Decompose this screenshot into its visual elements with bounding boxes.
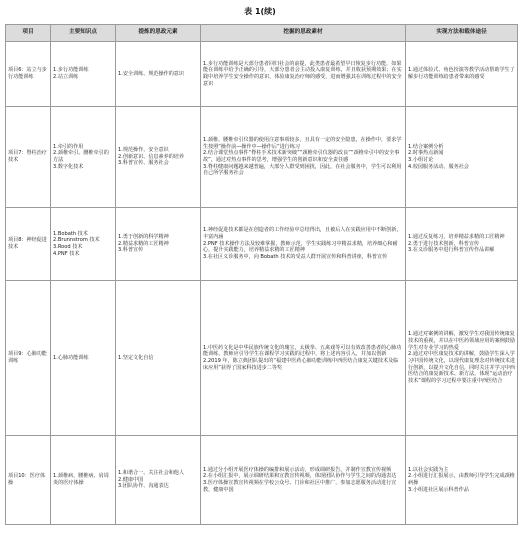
cell-line: 1.神经促进技术都是在创造者的工作经验中总结得出，且被后人在实践应用中不断创新，丰富内涵 [203,227,402,240]
table-body [6,42,518,525]
table-row [6,208,518,281]
cell-methods [406,208,518,281]
cell-line: 2.在小组汇报中，展示调研结果和宣教宣传视频，体现团队协作与学生之间的沟通表达 [203,473,397,480]
cell-line: 1.坚定文化自信 [118,354,154,361]
cell-line: 2.健康中国 [118,476,144,483]
cell-methods [406,107,518,208]
cell-methods [406,42,518,107]
cell-line: 2.颈椎牵引、腰椎牵引的方法 [53,150,109,163]
cell-materials [201,208,406,281]
cell-line: 1.牵引的作用 [53,143,84,150]
cell-methods [406,436,518,525]
cell-knowledge [51,436,116,525]
cell-knowledge [51,107,116,208]
cell-line: 1.Bobath 技术 [53,230,88,237]
cell-elements [116,107,201,208]
cell-line: 3.医疗体操宣教宣传视频在学校公众号、门诊和社区中推广，参加志愿服务活动进行宣教，健康中国 [203,480,397,493]
cell-line: 3.科普宣传 [118,247,144,254]
cell-line: 1.规范操作、安全意识 [118,146,169,153]
table-header-row [6,25,518,42]
cell-line: 1.以社会实践为主 [408,466,449,473]
cell-line: 1.步行功能训练是大部分患者回归社会的前提，此类患者最希望早日恢复步行功能，如果能在训练中给予正确的引导，大部分患者会主动投入康复训练，并且收获预期效果；在实践中培养学生安全操作的意识，体验康复治疗师的感受，进而增强其在训练过程中的安全意识 [203,60,402,87]
cell-line: 3.小组讨论 [408,157,434,163]
column-header-knowledge: 主要知识点 [51,25,116,42]
cell-elements [116,208,201,281]
cell-knowledge [51,208,116,281]
cell-line: 2.勇于进行技术创新，科普宣传 [408,240,480,247]
cell-knowledge [51,42,116,107]
cell-line: 1.颈椎、腰椎牵引仪器的使用注意事项较多，且具有一定的安全隐患，在操作中，要求学生按照“操作前—操作中—操作后”进行练习 [203,136,402,150]
cell-elements [116,42,201,107]
cell-line: 4.校园服务活动、服务社会 [408,163,469,170]
cell-line: 2.2019 年，陈立典团队提出的“福建中医药心肺功能训练中西医结合康复关键技术及临床应用”获得了国家科技进步二等奖 [203,358,399,371]
cell-knowledge [51,281,116,436]
table-row [6,436,518,525]
cell-line: 2.PNF 技术操作方法及较难掌握，教师示范，学生实践练习中精益求精，培养细心和耐心，提升实践能力，培养精益求精的工匠精神 [203,240,398,254]
column-header-materials: 挖掘的思政素材 [201,25,406,42]
cell-line: 3.Rood 技术 [53,244,83,250]
curriculum-table [5,24,518,525]
cell-line: 3.脊柱健康问题越来越普遍，大部分人群受到困扰，因此，在社会服务中，学生可以利用自己所学服务社会 [203,163,402,177]
column-header-project: 项目 [6,25,51,42]
cell-line: 1.通过分小组开展医疗体操的编排和展示活动，形成调研报告，并制作宣教宣传视频 [203,466,392,473]
table-row [6,42,518,107]
cell-line: 1.通过对案例的讲解，激发学生对我国传统康复技术的重视，并以在中医药领域应用的案例鼓励学生对专业学习的热爱 [408,331,515,351]
cell-project: 项目8：神经促进技术 [6,208,51,281]
cell-elements [116,436,201,525]
cell-line: 2.精益求精的工匠精神 [118,240,169,247]
cell-line: 3.科普宣传、服务社会 [118,160,169,167]
cell-line: 1.和谐合一、关注社会和他人 [118,469,184,476]
cell-line: 1.结合案例分析 [408,143,444,150]
cell-line: 1.通过反复练习，培养精益求精的工匠精神 [408,233,505,240]
cell-line: 3.数字化技术 [53,163,84,170]
cell-line: 3.小组进社区展示科普作品 [408,486,469,493]
cell-line: 3.在社区义诊服务中，向 Bobath 技术的受益人群开展宣传和科普讲座，科普宣传 [203,254,388,261]
cell-line: 1.勇于创新的科学精神 [118,233,169,240]
cell-line: 2.创新意识、信息素养的培养 [118,153,184,160]
cell-elements [116,281,201,436]
cell-line: 1.安全训练、规范操作的意识 [118,70,184,77]
cell-line: 1.颈椎病、腰椎病、肩周炎的医疗体操 [53,473,109,486]
table-title: 表 1(续) [244,7,276,16]
cell-line: 2.Brunnstrom 技术 [53,237,100,244]
cell-line: 1.步行功能训练 [53,67,89,74]
cell-methods [406,281,518,436]
column-header-elements: 提炼的思政元素 [116,25,201,42]
cell-project: 项目9：心肺功能训练 [6,281,51,436]
table-row [6,281,518,436]
cell-project: 项目7：脊柱治疗技术 [6,107,51,208]
table-row [6,107,518,208]
cell-line: 2.小组进行汇报展示，由教师引导学生完成颈椎病操 [408,473,515,486]
cell-line: 4.PNF 技术 [53,250,80,257]
cell-line: 3.在义诊服务中进行科普宣传作品讲解 [408,247,495,254]
cell-line: 2.站立训练 [53,74,79,80]
cell-line: 2.通过对中医康复技术的讲解，鼓励学生深入学习中国传统文化，以现代康复理念对传统技术进行创新，以提升文化自信，同时关注并学习中西医结合的康复新技术、新方法，体现“运动治疗技术”课程的学习过程中要注重中西医结合 [408,351,515,385]
cell-line: 2.结合课堂热点事件“脊柱手术技术新突破”“颈椎牵引仪器的改良”“颈椎牵引中的安全事故”，通过对热点事件的思考，增强学生的创新意识和安全责任感 [203,150,400,163]
cell-line: 2.时事热点新闻 [408,150,444,157]
column-header-methods: 实现方法和载体途径 [406,25,518,42]
cell-materials [201,42,406,107]
cell-materials [201,281,406,436]
cell-project: 项目6：站立与步行功能训练 [6,42,51,107]
cell-line: 1.心肺功能训练 [53,354,89,361]
cell-materials [201,436,406,525]
cell-line: 1.通过体验式、角色扮演等教学活动帮助学生了解步行功能训练给患者带来的感受 [408,67,515,80]
cell-project: 项目10：医疗体操 [6,436,51,525]
cell-line: 1.中医药文化是中华民族传统文化的瑰宝，太极拳、五禽戏等可以有效改善患者的心肺功能训练，教师应引导学生在课程学习实践的过程中，将上述内容引入，并加以创新 [203,344,402,358]
cell-line: 3.团队协作、沟通表达 [118,483,169,490]
cell-materials [201,107,406,208]
